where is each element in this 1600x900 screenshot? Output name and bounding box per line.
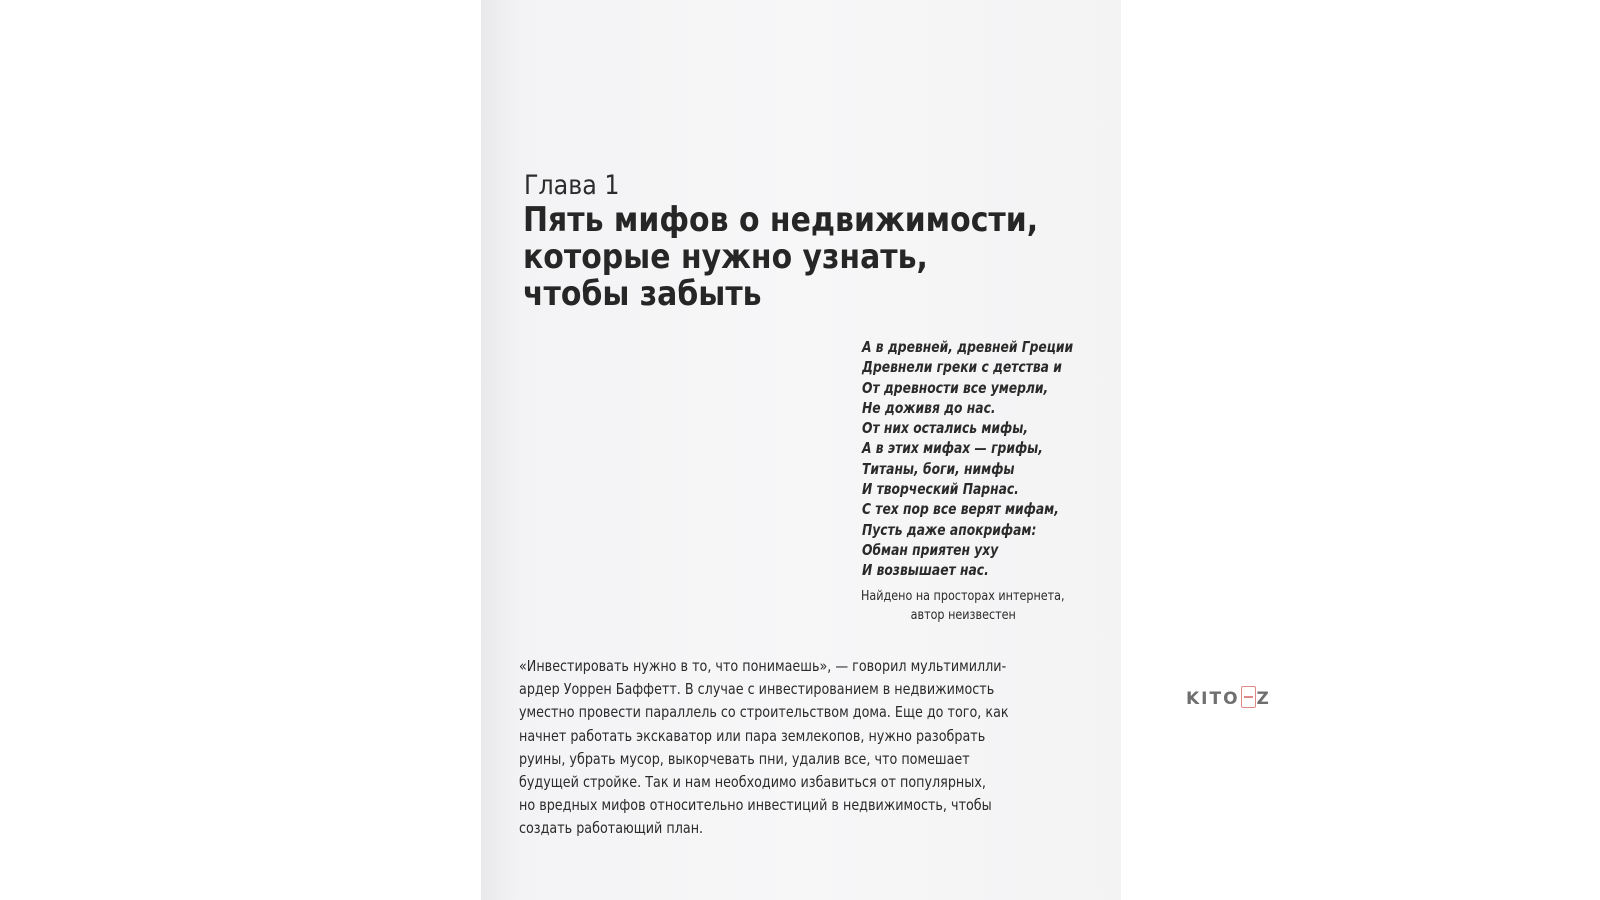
body-line: уместно провести параллель со строительством дома. Еще до того, как	[519, 703, 1009, 722]
epigraph-line: Древнели греки с детства и	[862, 358, 1062, 377]
epigraph-line: С тех пор все верят мифам,	[862, 500, 1059, 519]
body-line: создать работающий план.	[519, 819, 704, 838]
body-line: «Инвестировать нужно в то, что понимаешь», — говорил мультимилли-	[519, 657, 1007, 675]
body-line: но вредных мифов относительно инвестиций в недвижимость, чтобы	[519, 796, 992, 815]
epigraph-line: Пусть даже апокрифам:	[862, 520, 1037, 539]
chapter-title-line: Пять мифов о недвижимости,	[523, 200, 1039, 240]
attribution-line: Найдено на просторах интернета,	[861, 589, 1065, 604]
epigraph-poem	[862, 337, 1075, 581]
epigraph-attribution	[861, 587, 1065, 625]
body-line: ардер Уоррен Баффетт. В случае с инвестированием в недвижимость	[519, 680, 995, 699]
logo-text-right: Z	[1256, 689, 1271, 709]
body-paragraph	[519, 655, 1097, 841]
epigraph-line: От древности все умерли,	[862, 378, 1049, 397]
epigraph-line: А в этих мифах — грифы,	[862, 439, 1043, 458]
attribution-line: автор неизвестен	[910, 608, 1016, 623]
logo-b-mark-icon	[1241, 686, 1256, 708]
body-line: руины, убрать мусор, выкорчевать пни, удалив все, что помешает	[519, 749, 970, 768]
book-page	[481, 0, 1121, 900]
epigraph-line: И возвышает нас.	[862, 561, 989, 580]
kitobz-logo	[1186, 688, 1271, 710]
epigraph-line: Обман приятен уху	[862, 540, 999, 559]
epigraph-line: Не доживя до нас.	[862, 398, 996, 417]
chapter-title-line: чтобы забыть	[523, 274, 762, 314]
epigraph-line: Титаны, боги, нимфы	[862, 459, 1015, 478]
logo-text-left: KITO	[1186, 689, 1240, 709]
chapter-title	[523, 202, 1086, 313]
epigraph-line: А в древней, древней Греции	[862, 338, 1074, 356]
body-line: будущей стройке. Так и нам необходимо избавиться от популярных,	[519, 773, 986, 792]
body-line: начнет работать экскаватор или пара землекопов, нужно разобрать	[519, 726, 986, 745]
chapter-label: Глава 1	[524, 170, 620, 201]
chapter-title-line: которые нужно узнать,	[523, 237, 928, 277]
epigraph-line: От них остались мифы,	[862, 419, 1029, 438]
epigraph-line: И творческий Парнас.	[862, 480, 1019, 499]
